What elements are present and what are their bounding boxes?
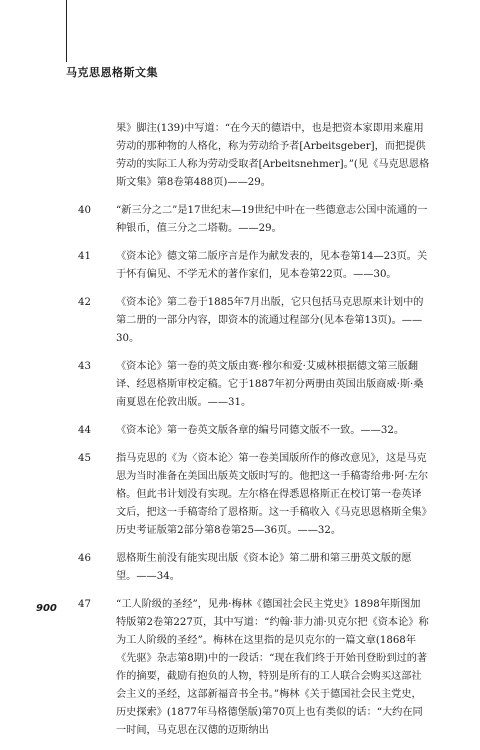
note-43 [78,358,430,412]
note-number: 42 [78,297,91,308]
note-text: 指马克思的《为〈资本论〉第一卷美国版所作的修改意见》，这是马克思为当时准备在美国出版英文版时写的。他把这一手稿寄给弗·阿·左尔格。但此书计划没有实现。左尔格在得悉恩格斯正在校订第一卷英译文后，把这一手稿寄给了恩格斯。这一手稿收入《马克思恩格斯全集》历史考证版第2部分第8卷第25—36页。——32。 [116,453,429,536]
note-number: 47 [78,599,91,610]
note-number: 41 [78,251,91,262]
note-42 [78,294,430,348]
notes-body [78,120,430,750]
page-number: 900 [36,603,57,614]
note-text: “新三分之二”是17世纪末—19世纪中叶在一些德意志公国中流通的一种银币，值三分之二塔勒。——29。 [116,205,428,234]
note-46 [78,550,430,586]
note-47 [78,596,430,740]
note-44 [78,422,430,440]
note-text: 《资本论》第二卷于1885年7月出版，它只包括马克思原来计划中的第二册的一部分内容，即资本的流通过程部分(见本卷第13页)。——30。 [116,297,424,344]
continued-note-text: 果》脚注(139)中写道：“在今天的德语中，也是把资本家即用来雇用劳动的那种物的人格化，称为劳动给予者[Arbeitsgeber]，而把提供劳动的实际工人称为劳动受取者[Arbeitsnehmer]。”(见《马克思恩格斯文集》第8卷第488页)——29。 [116,123,430,188]
note-text: “工人阶级的圣经”，见弗·梅林《德国社会民主党史》1898年斯图加特版第2卷第227页，其中写道：“约翰·菲力浦·贝克尔把《资本论》称为工人阶级的圣经”。梅林在这里指的是贝克尔的一篇文章(1868年《先驱》杂志第8期)中的一段话：“现在我们终于开始刊登盼到过的著作的摘要，截励有抱负的人物，特别是所有的工人联合会购买这部社会主义的圣经，这部新福音书全书。”梅林《关于德国社会民主党史，历史探索》(1877年马格德堡版)第70页上也有类似的话：“大约在同一时间，马克思在汉德的迈斯纳出 [116,599,429,736]
margin-rule [66,0,67,62]
note-text: 恩格斯生前没有能实现出版《资本论》第二册和第三册英文版的愿望。——34。 [116,553,412,582]
note-text: 《资本论》第一卷的英文版由赛·穆尔和爱·艾威林根据德文第三版翻译、经恩格斯审校定稿。它于1887年初分两册由英国出版商威·斯·桑南夏恩在伦敦出版。——31。 [116,361,424,408]
note-number: 40 [78,205,91,216]
note-41 [78,248,430,284]
note-text: 《资本论》第一卷英文版各章的编号同德文版不一致。——32。 [116,425,405,436]
note-number: 44 [78,425,91,436]
note-number: 46 [78,553,91,564]
note-40 [78,202,430,238]
note-number: 43 [78,361,91,372]
note-number: 45 [78,453,91,464]
note-45 [78,450,430,540]
note-text: 《资本论》德文第二版序言是作为献发表的，见本卷第14—23页。关于怀有偏见、不学无术的著作家们，见本卷第22页。——30。 [116,251,428,280]
running-head: 马克思恩格斯文集 [66,66,158,79]
